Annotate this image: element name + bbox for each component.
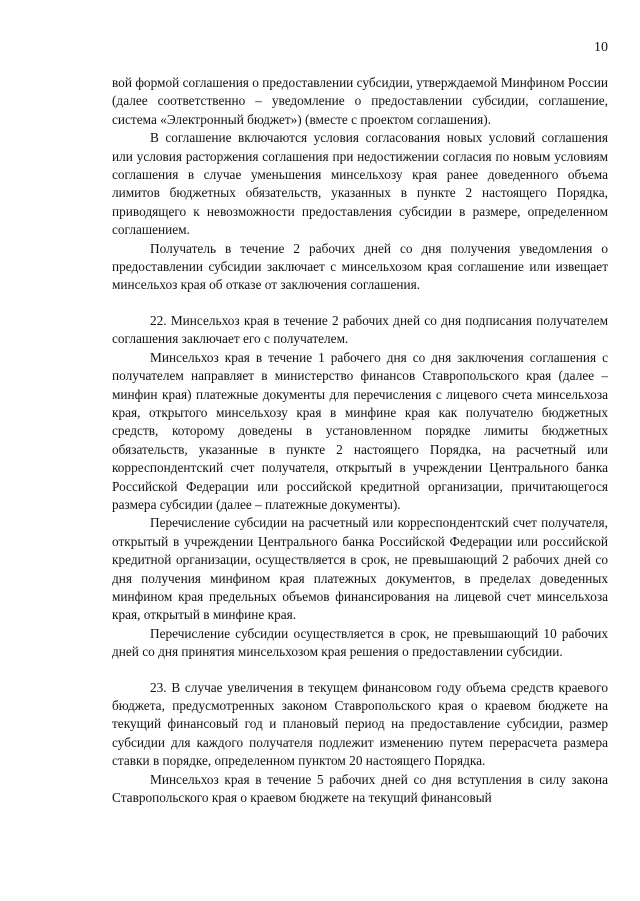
paragraph: вой формой соглашения о предоставлении субсидии, утверждаемой Минфином России (далее соответственно – уведомление о предоставлении субсидии, соглашение, система «Электронный бюджет») (вместе с проектом соглашения). [112,75,608,127]
paragraph: Минсельхоз края в течение 1 рабочего дня со дня заключения соглашения с получателем направляет в министерство финансов Ставропольского края (далее – минфин края) платежные документы для перечисления с лицевого счета минсельхоза края, открытого минсельхозу края в минфине края как получателю бюджетных средств, которому доведены в установленном порядке лимиты бюджетных обязательств, указанные в пункте 2 настоящего Порядка, на расчетный или корреспондентский счет получателя, открытый в учреждении Центрального банка Российской Федерации или российской кредитной организации, причитающегося размера субсидии (далее – платежные документы). [112,349,608,512]
paragraph: Перечисление субсидии на расчетный или корреспондентский счет получателя, открытый в учреждении Центрального банка Российской Федерации или российской кредитной организации, осуществляется в срок, не превышающий 2 рабочих дней со дня получения минфином края платежных документов, в пределах доведенных минфином края предельных объемов финансирования на лицевой счет минсельхоза края, открытый в минфине края. [112,515,608,623]
paragraph: Минсельхоз края в течение 5 рабочих дней со дня вступления в силу закона Ставропольского края о краевом бюджете на текущий финансовый [112,771,608,806]
paragraph-section-23: 23. В случае увеличения в текущем финансовом году объема средств краевого бюджета, предусмотренных законом Ставропольского края о краевом бюджете на текущий финансовый год и плановый период на предоставление субсидии, размер субсидии для каждого получателя подлежит изменению путем перерасчета размера ставки в порядке, определенном пунктом 20 настоящего Порядка. [112,679,608,769]
paragraph: Получатель в течение 2 рабочих дней со дня получения уведомления о предоставлении субсидии заключает с минсельхозом края соглашение или извещает минсельхоз края об отказе от заключения соглашения. [112,240,608,293]
paragraph: Перечисление субсидии осуществляется в срок, не превышающий 10 рабочих дней со дня принятия минсельхозом края решения о предоставлении субсидии. [112,625,608,660]
paragraph: В соглашение включаются условия согласования новых условий соглашения или условия расторжения соглашения при недостижении согласия по новым условиям соглашения в случае уменьшения минсельхозу края ранее доведенного объема лимитов бюджетных обязательств, указанных в пункте 2 настоящего Порядка, приводящего к невозможности предоставления субсидии в размере, определенном соглашением. [112,130,608,238]
page-number: 10 [594,40,608,55]
document-body [112,74,608,807]
paragraph-section-22: 22. Минсельхоз края в течение 2 рабочих дней со дня подписания получателем соглашения заключает его с получателем. [112,312,608,347]
